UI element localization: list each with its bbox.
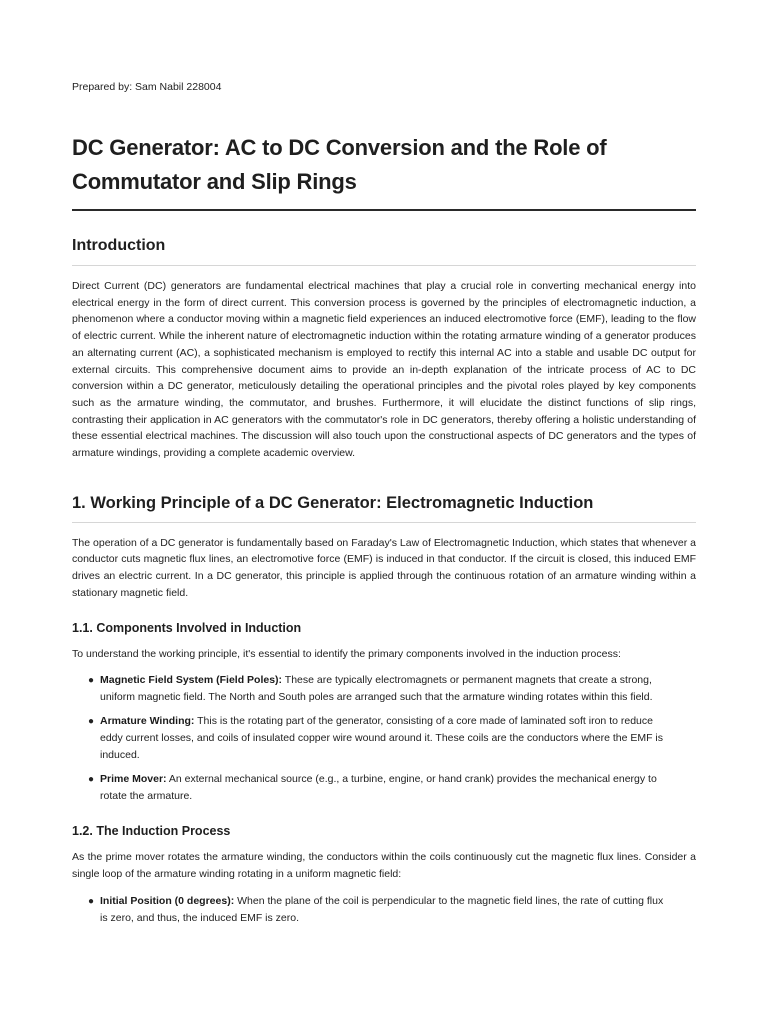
list-item-text: This is the rotating part of the generator, consisting of a core made of laminated soft iron to reduce eddy current losses, and coils of insulated copper wire wound around it. These coils are the conductors where the EMF is induced. xyxy=(100,715,664,762)
subsection-1-2-paragraph: As the prime mover rotates the armature winding, the conductors within the coils continuously cut the magnetic flux lines. Consider a single loop of the armature winding rotating in a uniform magnetic field: xyxy=(72,851,696,880)
components-list xyxy=(72,672,696,805)
list-item-term: Armature Winding: xyxy=(100,715,195,728)
subsection-1-1-heading: 1.1. Components Involved in Induction xyxy=(72,620,302,635)
subsection-1-2-heading: 1.2. The Induction Process xyxy=(72,824,231,839)
list-item xyxy=(88,713,696,764)
introduction-paragraph: Direct Current (DC) generators are fundamental electrical machines that play a crucial role in converting mechanical energy into electrical energy in the form of direct current. This conversion process is governed by the principles of electromagnetic induction, a phenomenon where a conductor moving within a magnetic field experiences an induced electromotive force (EMF), leading to the flow of electric current. While the inherent nature of electromagnetic induction within the rotating armature winding of a generator produces an alternating current (AC), a sophisticated mechanism is employed to rectify this internal AC into a stable and usable DC output for external circuits. This comprehensive document aims to provide an in-depth explanation of the intricate process of AC to DC conversion within a DC generator, meticulously detailing the operational principles and the pivotal roles played by key components such as the armature winding, the commutator, and brushes. Furthermore, it will elucidate the distinct functions of slip rings, contrasting their application in AC generators with the commutator's role in DC generators, thereby offering a holistic understanding of these essential electrical machines. The discussion will also touch upon the constructional aspects of DC generators and the types of armature windings, providing a complete academic overview. xyxy=(72,280,696,460)
subsection-1-1-intro: To understand the working principle, it's essential to identify the primary components involved in the induction process: xyxy=(72,647,621,660)
section-1-heading: 1. Working Principle of a DC Generator: Electromagnetic Induction xyxy=(72,493,594,512)
list-item-text: An external mechanical source (e.g., a turbine, engine, or hand crank) provides the mechanical energy to rotate the armature. xyxy=(100,773,657,803)
list-item-text: When the plane of the coil is perpendicular to the magnetic field lines, the rate of cutting flux is zero, and thus, the induced EMF is zero. xyxy=(100,894,664,924)
introduction-heading: Introduction xyxy=(72,237,166,254)
induction-list xyxy=(72,893,696,927)
bullet-icon: ● xyxy=(88,774,95,786)
bullet-icon: ● xyxy=(88,716,95,728)
introduction-divider xyxy=(72,265,696,266)
list-item-text: These are typically electromagnets or permanent magnets that create a strong, uniform magnetic field. The North and South poles are arranged such that the armature winding rotates within this field. xyxy=(100,674,653,704)
section-1-paragraph: The operation of a DC generator is fundamentally based on Faraday's Law of Electromagnetic Induction, which states that whenever a conductor cuts magnetic flux lines, an electromotive force (EMF) is induced in that conductor. If the circuit is closed, this induced EMF drives an electric current. In a DC generator, this principle is applied through the continuous rotation of an armature winding within a stationary magnetic field. xyxy=(72,536,696,599)
title-divider xyxy=(72,209,696,211)
list-item-term: Magnetic Field System (Field Poles): xyxy=(100,674,283,687)
prepared-by: Prepared by: Sam Nabil 228004 xyxy=(72,81,222,93)
section-1-divider xyxy=(72,522,696,523)
list-item xyxy=(88,672,696,706)
document-title: DC Generator: AC to DC Conversion and the Role of Commutator and Slip Rings xyxy=(72,135,607,194)
list-item-term: Prime Mover: xyxy=(100,773,167,786)
bullet-icon: ● xyxy=(88,895,95,907)
list-item xyxy=(88,893,696,927)
bullet-icon: ● xyxy=(88,675,95,687)
list-item-term: Initial Position (0 degrees): xyxy=(100,894,235,907)
list-item xyxy=(88,771,696,805)
